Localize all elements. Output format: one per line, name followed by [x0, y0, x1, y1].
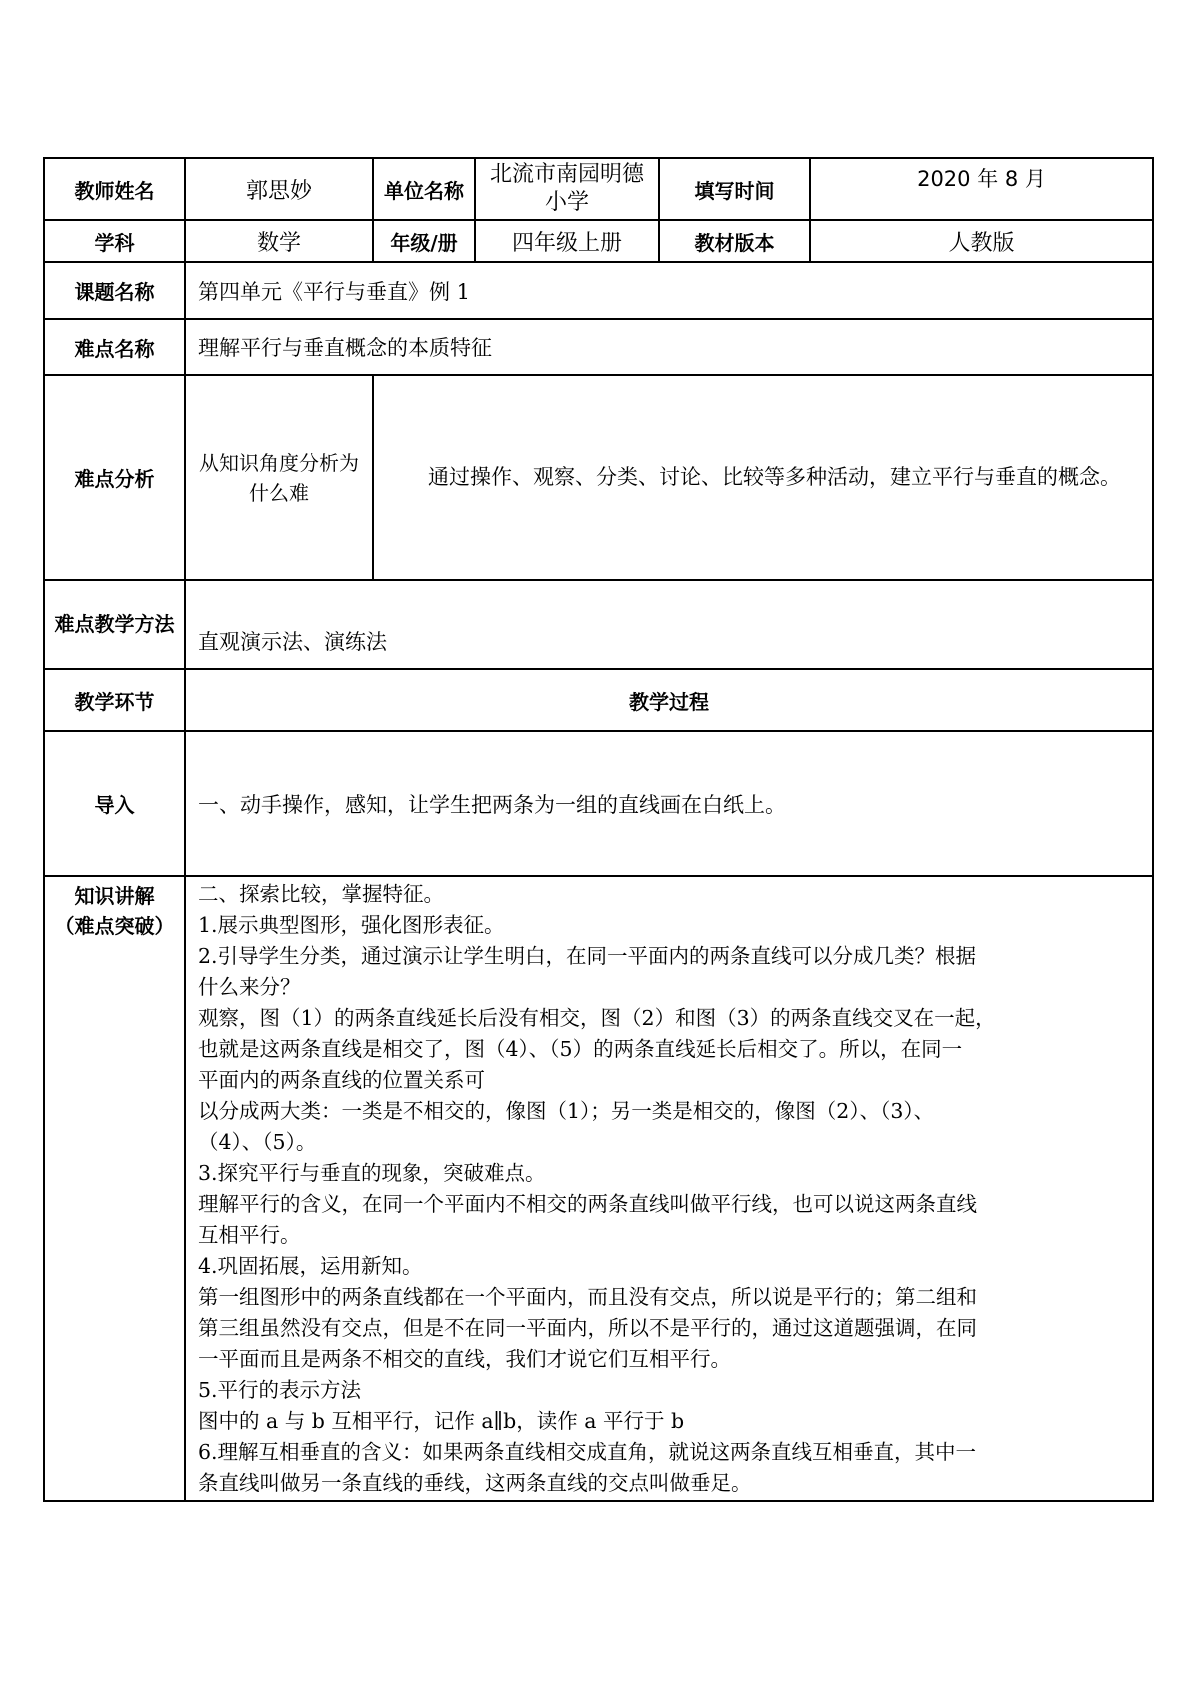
fill-date-value: 2020 年 8 月: [810, 158, 1153, 220]
analysis-row: [44, 375, 1153, 580]
knowledge-line: 互相平行。: [198, 1223, 301, 1247]
method-row: [44, 580, 1153, 669]
knowledge-line: 一平面而且是两条不相交的直线，我们才说它们互相平行。: [198, 1347, 731, 1371]
analysis-sub-label-line2: 什么难: [249, 480, 309, 505]
knowledge-line: 2.引导学生分类，通过演示让学生明白，在同一平面内的两条直线可以分成几类？根据: [198, 944, 977, 968]
topic-label: 课题名称: [44, 262, 185, 319]
teacher-name-label: 教师姓名: [44, 158, 185, 220]
subject-label: 学科: [44, 220, 185, 262]
edition-value: 人教版: [810, 220, 1153, 262]
header-row-1: [44, 158, 1153, 220]
knowledge-line: 以分成两大类：一类是不相交的，像图（1）；另一类是相交的，像图（2）、（3）、: [198, 1099, 935, 1123]
unit-name-value: [475, 158, 659, 220]
fill-date-label: 填写时间: [659, 158, 810, 220]
knowledge-line: 平面内的两条直线的位置关系可: [198, 1068, 485, 1092]
difficulty-row: [44, 319, 1153, 375]
method-value: 直观演示法、演练法: [185, 580, 1153, 669]
knowledge-line: 什么来分？: [198, 975, 301, 999]
knowledge-line: 二、探索比较，掌握特征。: [198, 882, 444, 906]
knowledge-line: 4.巩固拓展，运用新知。: [198, 1254, 423, 1278]
knowledge-line: 3.探究平行与垂直的现象，突破难点。: [198, 1161, 546, 1185]
knowledge-line: 6.理解互相垂直的含义：如果两条直线相交成直角，就说这两条直线互相垂直，其中一: [198, 1440, 977, 1464]
analysis-value: [373, 375, 1153, 580]
knowledge-line: 观察，图（1）的两条直线延长后没有相交，图（2）和图（3）的两条直线交叉在一起，: [198, 1006, 996, 1030]
process-header-row: [44, 669, 1153, 731]
unit-name-label: 单位名称: [373, 158, 475, 220]
unit-name-line1: 北流市南园明德: [489, 162, 644, 187]
knowledge-row: [44, 876, 1153, 1501]
topic-value: 第四单元《平行与垂直》例 1: [185, 262, 1153, 319]
knowledge-line: 理解平行的含义，在同一个平面内不相交的两条直线叫做平行线，也可以说这两条直线: [198, 1192, 977, 1216]
knowledge-line: 条直线叫做另一条直线的垂线，这两条直线的交点叫做垂足。: [198, 1471, 752, 1495]
knowledge-line: （4）、（5）。: [198, 1130, 317, 1154]
process-label: 教学过程: [185, 669, 1153, 731]
knowledge-line: 也就是这两条直线是相交了，图（4）、（5）的两条直线延长后相交了。所以，在同一: [198, 1037, 963, 1061]
knowledge-label-line1: 知识讲解: [74, 884, 155, 908]
analysis-sub-label: [185, 375, 373, 580]
edition-label: 教材版本: [659, 220, 810, 262]
knowledge-line: 5.平行的表示方法: [198, 1378, 362, 1402]
difficulty-label: 难点名称: [44, 319, 185, 375]
grade-value: 四年级上册: [475, 220, 659, 262]
knowledge-line: 第三组虽然没有交点，但是不在同一平面内，所以不是平行的，通过这道题强调，在同: [198, 1316, 977, 1340]
analysis-sub-label-line1: 从知识角度分析为: [199, 450, 359, 475]
intro-label: 导入: [44, 731, 185, 876]
intro-value: 一、动手操作，感知，让学生把两条为一组的直线画在白纸上。: [185, 731, 1153, 876]
subject-value: 数学: [185, 220, 373, 262]
stage-label: 教学环节: [44, 669, 185, 731]
knowledge-line: 1.展示典型图形，强化图形表征。: [198, 913, 505, 937]
knowledge-label: [44, 876, 185, 1501]
method-label: 难点教学方法: [44, 580, 185, 669]
unit-name-line2: 小学: [544, 190, 589, 215]
lesson-plan-table: [43, 157, 1154, 1502]
knowledge-content: [185, 876, 1153, 1501]
knowledge-label-line2: （难点突破）: [54, 914, 175, 938]
analysis-text: 通过操作、观察、分类、讨论、比较等多种活动，建立平行与垂直的概念。: [428, 465, 1121, 489]
knowledge-line: 图中的 a 与 b 互相平行，记作 a∥b，读作 a 平行于 b: [198, 1409, 685, 1433]
header-row-2: [44, 220, 1153, 262]
analysis-label: 难点分析: [44, 375, 185, 580]
intro-row: [44, 731, 1153, 876]
teacher-name-value: 郭思妙: [185, 158, 373, 220]
knowledge-line: 第一组图形中的两条直线都在一个平面内，而且没有交点，所以说是平行的；第二组和: [198, 1285, 977, 1309]
grade-label: 年级/册: [373, 220, 475, 262]
topic-row: [44, 262, 1153, 319]
difficulty-value: 理解平行与垂直概念的本质特征: [185, 319, 1153, 375]
